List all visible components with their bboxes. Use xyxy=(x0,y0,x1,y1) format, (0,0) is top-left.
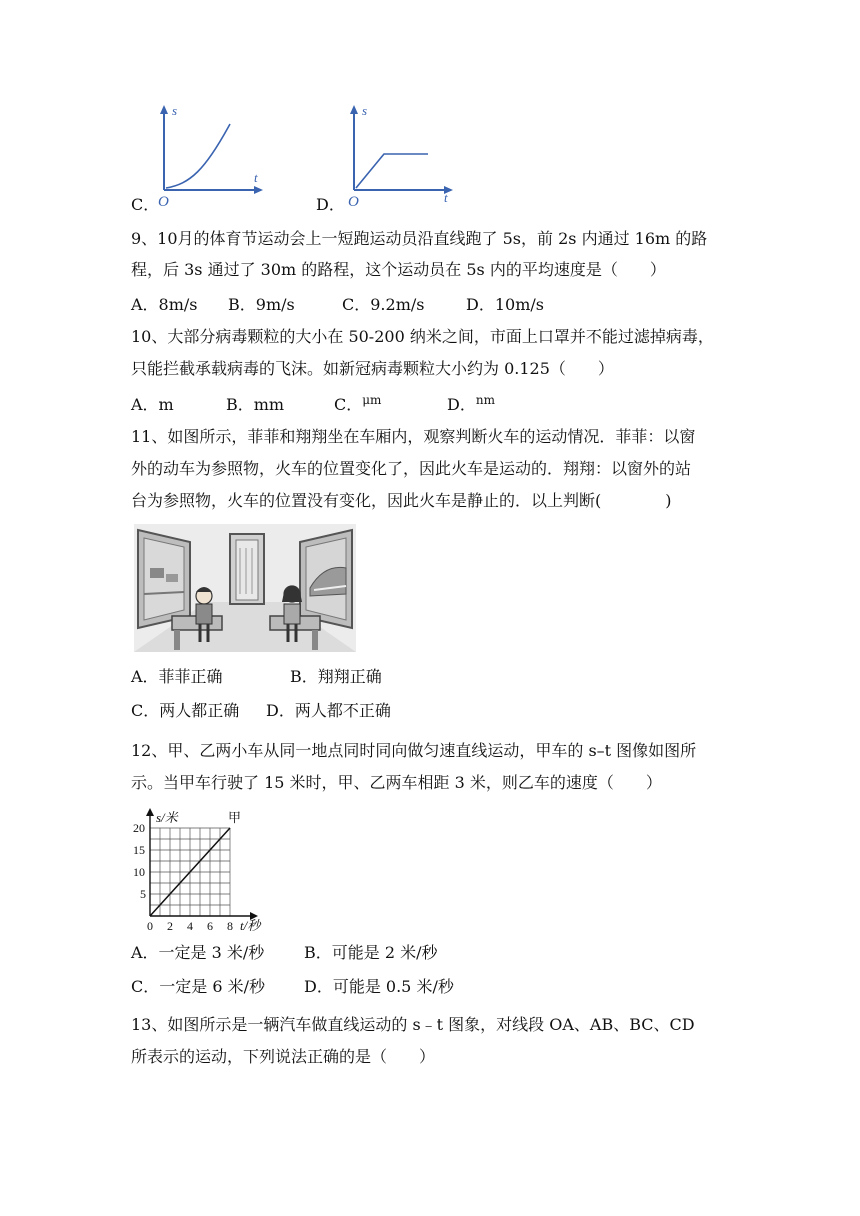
q11-option-a[interactable]: A．菲菲正确 xyxy=(131,667,223,686)
q10-option-d-prefix: D． xyxy=(447,395,476,414)
option-c-axis-x: t xyxy=(254,170,258,185)
option-c-origin: O xyxy=(158,194,169,210)
q12-option-d[interactable]: D．可能是 0.5 米/秒 xyxy=(304,977,454,996)
q9-option-b[interactable]: B．9m/s xyxy=(228,295,295,314)
q10-option-d[interactable] xyxy=(447,394,495,417)
q9-text-line1: 9、10月的体育节运动会上一短跑运动员沿直线跑了 5s，前 2s 内通过 16m 的路 xyxy=(131,229,708,248)
option-d-axis-y: s xyxy=(362,103,368,118)
q10-text-line2: 只能拦截承载病毒的飞沫。如新冠病毒颗粒大小约为 0.125（ ） xyxy=(131,359,614,378)
option-c-graph xyxy=(150,100,270,210)
y-axis-arrow xyxy=(146,808,154,816)
option-d-origin: O xyxy=(348,194,359,210)
option-c-curve xyxy=(166,124,230,188)
q12-option-c[interactable]: C．一定是 6 米/秒 xyxy=(131,977,265,996)
q11-option-b[interactable]: B．翔翔正确 xyxy=(290,667,382,686)
option-d-axis-x: t xyxy=(444,190,448,205)
x-tick-label: 8 xyxy=(227,919,233,933)
q11-option-c[interactable]: C．两人都正确 xyxy=(131,701,240,720)
q10-option-d-unit: nm xyxy=(475,393,495,407)
q13-text-line1: 13、如图所示是一辆汽车做直线运动的 s﹣t 图象，对线段 OA、AB、BC、CD xyxy=(131,1015,695,1034)
q10-option-c[interactable] xyxy=(334,394,381,417)
q9-option-a[interactable]: A．8m/s xyxy=(131,295,198,314)
q9-option-c[interactable]: C．9.2m/s xyxy=(342,295,425,314)
q11-text-line2: 外的动车为参照物，火车的位置变化了，因此火车是运动的．翔翔：以窗外的站 xyxy=(131,459,692,478)
series-label: 甲 xyxy=(228,810,242,825)
option-d-graph xyxy=(340,100,460,210)
q12-text-line1: 12、甲、乙两小车从同一地点同时同向做匀速直线运动，甲车的 s–t 图像如图所 xyxy=(131,741,697,760)
q10-text-line1: 10、大部分病毒颗粒的大小在 50-200 纳米之间，市面上口罩并不能过滤掉病毒， xyxy=(131,327,714,346)
y-tick-label: 10 xyxy=(133,865,145,879)
q9-text-line2: 程，后 3s 通过了 30m 的路程，这个运动员在 5s 内的平均速度是（ ） xyxy=(131,260,666,279)
option-c-label: C． xyxy=(131,195,160,214)
x-tick-label: 2 xyxy=(167,919,173,933)
q10-option-c-unit: μm xyxy=(362,393,382,407)
q12-text-line2: 示。当甲车行驶了 15 米时，甲、乙两车相距 3 米，则乙车的速度（ ） xyxy=(131,773,662,792)
q9-option-d[interactable]: D．10m/s xyxy=(466,295,544,314)
q12-option-a[interactable]: A．一定是 3 米/秒 xyxy=(131,943,265,962)
q12-st-chart xyxy=(128,800,288,936)
option-d-polyline xyxy=(356,154,428,188)
q10-option-b[interactable]: B．mm xyxy=(226,395,285,414)
x-tick-label: 0 xyxy=(147,919,153,933)
option-d-label: D． xyxy=(316,195,345,214)
q10-option-a[interactable]: A．m xyxy=(131,395,174,414)
train-carriage-illustration xyxy=(134,524,356,652)
x-tick-label: 6 xyxy=(207,919,213,933)
q11-text-line1: 11、如图所示，菲菲和翔翔坐在车厢内，观察判断火车的运动情况．菲菲：以窗 xyxy=(131,427,696,446)
q10-option-c-prefix: C． xyxy=(334,395,363,414)
q11-option-d[interactable]: D．两人都不正确 xyxy=(266,701,391,720)
y-tick-label: 5 xyxy=(140,887,146,901)
chart-series xyxy=(150,810,241,916)
q12-option-b[interactable]: B．可能是 2 米/秒 xyxy=(304,943,438,962)
option-c-axis-y: s xyxy=(172,103,178,118)
y-tick-label: 15 xyxy=(133,843,145,857)
q13-text-line2: 所表示的运动，下列说法正确的是（ ） xyxy=(131,1047,436,1066)
chart-x-axis-label: t/秒 xyxy=(240,918,261,933)
y-tick-label: 20 xyxy=(133,821,145,835)
x-tick-label: 4 xyxy=(187,919,193,933)
q11-text-line3: 台为参照物，火车的位置没有变化，因此火车是静止的．以上判断( ) xyxy=(131,491,672,510)
chart-y-axis-label: s/米 xyxy=(156,810,178,825)
